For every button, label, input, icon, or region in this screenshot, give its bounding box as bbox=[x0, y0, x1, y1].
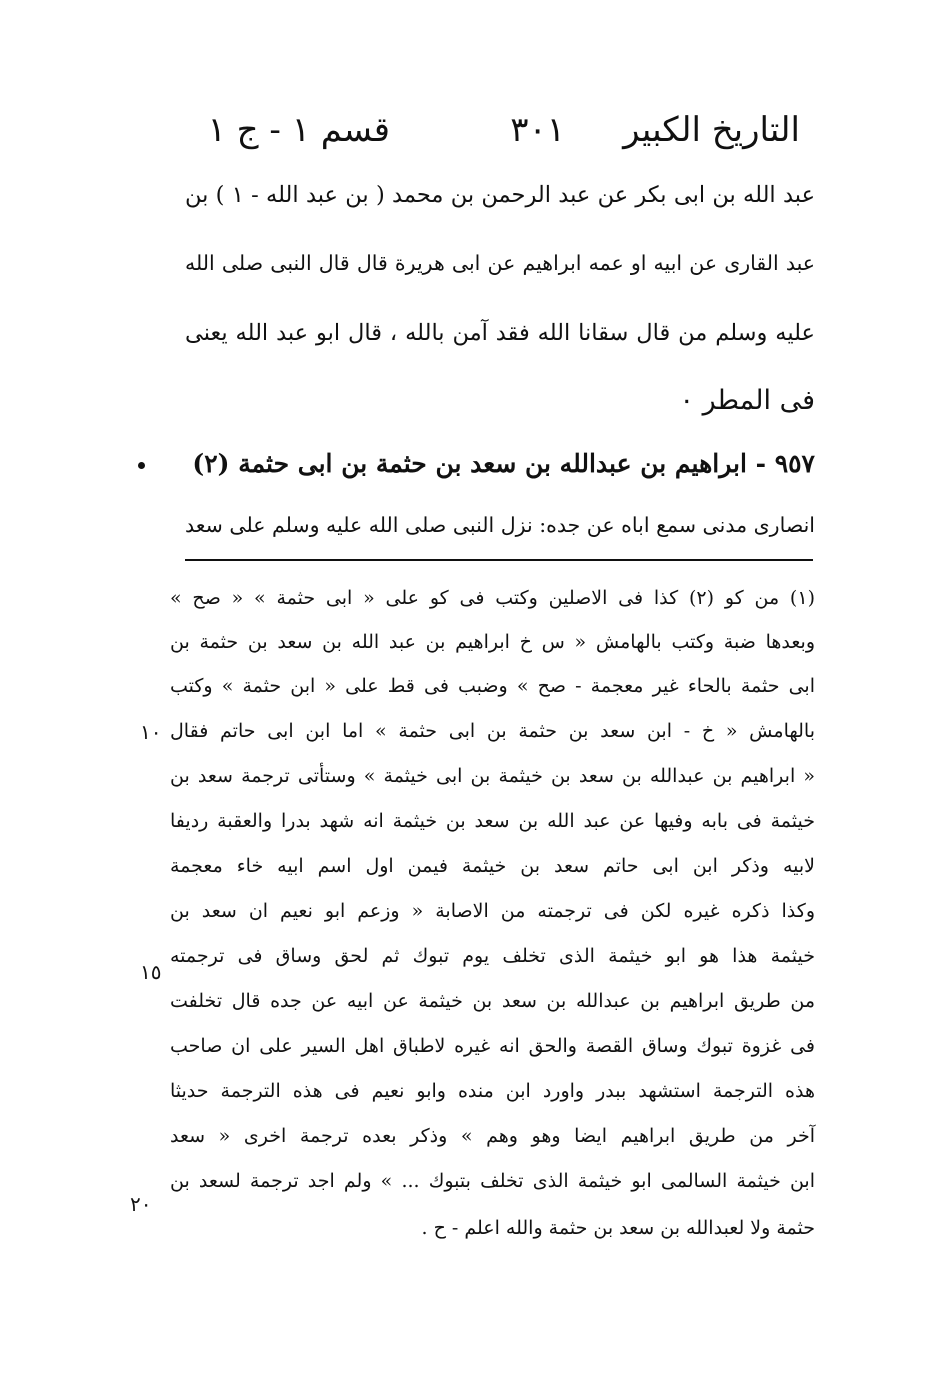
footnote-line-9: خيثمة هذا هو ابو خيثمة الذى تخلف يوم تبوك ثم لحق وساق فى ترجمته bbox=[170, 945, 815, 967]
main-text-line-2: عبد القارى عن ابيه او عمه ابراهيم عن ابى هريرة قال قال النبى صلى الله bbox=[185, 251, 815, 275]
footnote-line-7: لابيه وذكر ابن ابى حاتم سعد بن خيثمة فيمن اول اسم ابيه خاء معجمة bbox=[170, 855, 815, 877]
page-number: ٣٠١ bbox=[510, 110, 565, 150]
footnote-line-8: وكذا ذكره غيره لكن فى ترجمته من الاصابة « وزعم ابو نعيم ان سعد بن bbox=[170, 900, 815, 922]
footnote-line-2: وبعدها ضبة وكتب بالهامش « س خ ابراهيم بن عبد الله بن سعد بن حثمة بن bbox=[170, 631, 815, 653]
margin-line-number-15: ١٥ bbox=[140, 960, 162, 984]
margin-dot-mark bbox=[138, 462, 145, 469]
main-text-line-3: عليه وسلم من قال سقانا الله فقد آمن بالله ، قال ابو عبد الله يعنى bbox=[185, 320, 815, 346]
margin-line-number-10: ١٠ bbox=[140, 720, 162, 744]
margin-line-number-20: ٢٠ bbox=[130, 1192, 152, 1216]
footnote-line-14: ابن خيثمة السالمى ابو خيثمة الذى تخلف بتبوك ... » ولم اجد ترجمة لسعد بن bbox=[170, 1170, 815, 1192]
footnote-line-1: (١) من كو (٢) كذا فى الاصلين وكتب فى كو على « ابى حثمة » « صح » bbox=[170, 587, 815, 609]
footnote-line-11: فى غزوة تبوك وساق القصة والحق انه غيره لاطباق اهل السير على ان صاحب bbox=[170, 1035, 815, 1057]
main-text-line-4: فى المطر ٠ bbox=[679, 385, 815, 416]
footnote-line-3: ابى حثمة بالحاء غير معجمة - صح » وضبب فى قط على « ابن حثمة » وكتب bbox=[170, 675, 815, 697]
footnote-line-4: بالهامش « خ - ابن سعد بن حثمة بن ابى حثمة » اما ابن ابى حاتم فقال bbox=[170, 720, 815, 742]
main-text-line-1: عبد الله بن ابى بكر عن عبد الرحمن بن محمد ( بن عبد الله - ١ ) بن bbox=[185, 182, 815, 208]
footnote-line-10: من طريق ابراهيم بن عبدالله بن سعد بن خيثمة عن ابيه عن جده قال تخلفت bbox=[170, 990, 815, 1012]
footnote-line-13: آخر من طريق ابراهيم ايضا وهو وهم » وذكر بعده ترجمة اخرى « سعد bbox=[170, 1125, 815, 1147]
footnote-line-15: حثمة ولا لعبدالله بن سعد بن حثمة والله اعلم - ح . bbox=[421, 1217, 815, 1239]
book-title: التاريخ الكبير bbox=[623, 110, 800, 150]
footnote-divider bbox=[185, 559, 813, 561]
footnote-line-6: خيثمة فى بابه وفيها عن عبد الله بن سعد بن خيثمة انه شهد بدرا والعقبة رديفا bbox=[170, 810, 815, 832]
volume-part-label: قسم ١ - ج ١ bbox=[207, 110, 390, 150]
footnote-line-12: هذه الترجمة استشهد ببدر واورد ابن منده وابو نعيم فى هذه الترجمة حديثا bbox=[170, 1080, 815, 1102]
page-header bbox=[200, 105, 800, 155]
entry-heading: ٩٥٧ - ابراهيم بن عبدالله بن سعد بن حثمة بن ابى حثمة (٢) bbox=[192, 449, 815, 478]
footnote-line-5: « ابراهيم بن عبدالله بن سعد بن خيثمة بن ابى خيثمة » وستأتى ترجمة سعد بن bbox=[170, 765, 815, 787]
entry-text-line: انصارى مدنى سمع اباه عن جده: نزل النبى صلى الله عليه وسلم على سعد bbox=[185, 513, 815, 537]
